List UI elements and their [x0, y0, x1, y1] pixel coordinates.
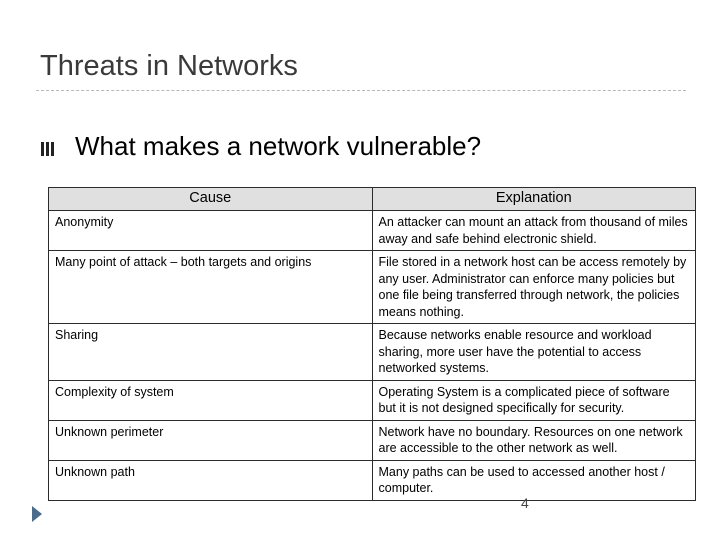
table-row: [49, 380, 696, 420]
table-row: [49, 251, 696, 324]
explanation-cell: Network have no boundary. Resources on one network are accessible to the other network as well.: [372, 420, 696, 460]
threats-table: [48, 187, 696, 501]
cause-cell: Many point of attack – both targets and origins: [49, 251, 373, 324]
cause-cell: Unknown path: [49, 460, 373, 500]
table-row: [49, 324, 696, 381]
explanation-cell: An attacker can mount an attack from thousand of miles away and safe behind electronic shield.: [372, 211, 696, 251]
explanation-cell: Many paths can be used to accessed another host / computer.: [372, 460, 696, 500]
cause-cell: Unknown perimeter: [49, 420, 373, 460]
explanation-cell: Operating System is a complicated piece of software but it is not designed specifically for security.: [372, 380, 696, 420]
table-row: [49, 460, 696, 500]
header-cause: Cause: [49, 188, 373, 211]
table-row: [49, 420, 696, 460]
cause-cell: Anonymity: [49, 211, 373, 251]
square-bullet-icon: [40, 139, 58, 159]
explanation-cell: File stored in a network host can be access remotely by any user. Administrator can enforce many policies but one file being transferred through network, the policies means nothing.: [372, 251, 696, 324]
table-header-row: [49, 188, 696, 211]
header-explanation: Explanation: [372, 188, 696, 211]
title-divider: [36, 90, 686, 91]
cause-cell: Sharing: [49, 324, 373, 381]
bullet-question: What makes a network vulnerable?: [75, 131, 482, 161]
nav-arrow-icon[interactable]: [30, 504, 44, 524]
explanation-cell: Because networks enable resource and workload sharing, more user have the potential to access networked systems.: [372, 324, 696, 381]
page-number: 4: [521, 495, 529, 511]
table-row: [49, 211, 696, 251]
slide-title: Threats in Networks: [40, 50, 298, 82]
cause-cell: Complexity of system: [49, 380, 373, 420]
